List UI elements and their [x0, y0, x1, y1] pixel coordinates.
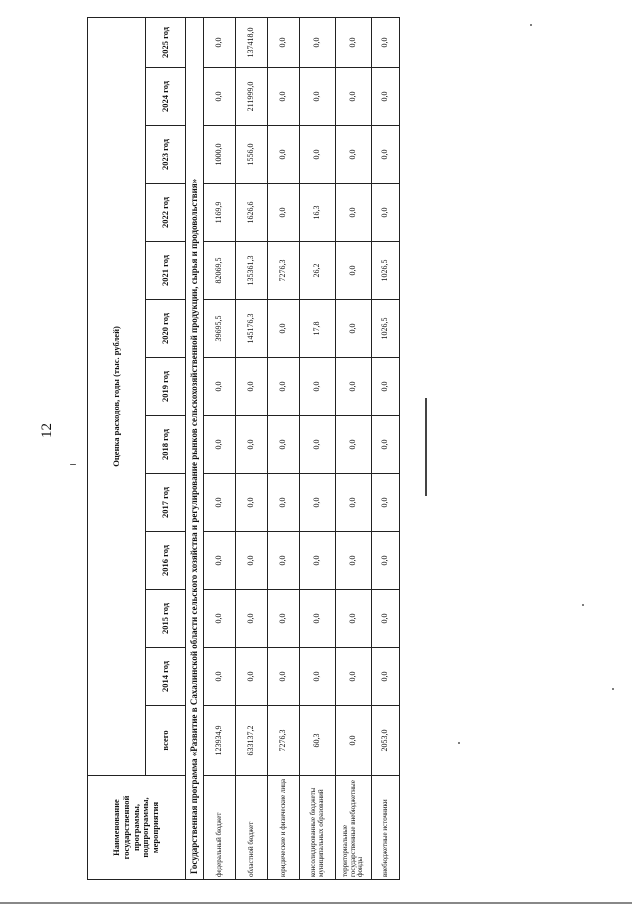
col-header-2015: 2015 год — [146, 590, 186, 648]
table-cell: 0,0 — [204, 590, 236, 648]
table-cell: 0,0 — [336, 126, 372, 184]
table-cell: 1169,9 — [204, 184, 236, 242]
col-header-2016: 2016 год — [146, 532, 186, 590]
table-cell: 17,8 — [300, 300, 336, 358]
table-cell: 0,0 — [300, 474, 336, 532]
table-row — [236, 17, 268, 879]
scan-speck — [530, 24, 532, 26]
col-header-2014: 2014 год — [146, 648, 186, 706]
table-cell: 82069,5 — [204, 242, 236, 300]
col-header-total: всего — [146, 706, 186, 776]
table-cell: 0,0 — [372, 648, 400, 706]
table-row — [372, 17, 400, 879]
table-cell: 0,0 — [268, 68, 300, 126]
table-cell: 145176,3 — [236, 300, 268, 358]
table-cell: 0,0 — [268, 300, 300, 358]
table-row — [300, 17, 336, 879]
table-cell: 211999,0 — [236, 68, 268, 126]
table-cell: 0,0 — [204, 68, 236, 126]
table-row — [336, 17, 372, 879]
table-cell: 0,0 — [336, 590, 372, 648]
col-header-2017: 2017 год — [146, 474, 186, 532]
table-cell: 0,0 — [204, 474, 236, 532]
budget-table — [87, 17, 400, 880]
table-cell: 0,0 — [336, 416, 372, 474]
table-cell: 1626,6 — [236, 184, 268, 242]
table-cell: 26,2 — [300, 242, 336, 300]
col-header-2022: 2022 год — [146, 184, 186, 242]
col-header-2020: 2020 год — [146, 300, 186, 358]
table-cell: 0,0 — [204, 17, 236, 67]
scan-speck — [612, 688, 614, 690]
estimate-header: Оценка расходов, годы (тыс. рублей) — [88, 17, 146, 775]
scan-edge-line — [0, 902, 632, 904]
table-cell: 0,0 — [300, 126, 336, 184]
table-cell: 0,0 — [236, 532, 268, 590]
scan-speck — [458, 742, 460, 744]
table-cell: 0,0 — [236, 590, 268, 648]
row-label: областной бюджет — [236, 776, 268, 880]
table-cell: 1000,0 — [204, 126, 236, 184]
table-cell: 0,0 — [336, 68, 372, 126]
table-row — [268, 17, 300, 879]
table-cell: 0,0 — [300, 416, 336, 474]
table-cell: 0,0 — [236, 648, 268, 706]
row-label: юридические и физические лица — [268, 776, 300, 880]
table-cell: 0,0 — [204, 532, 236, 590]
table-cell: 135361,3 — [236, 242, 268, 300]
table-cell: 0,0 — [268, 648, 300, 706]
col-header-2023: 2023 год — [146, 126, 186, 184]
table-cell: 0,0 — [268, 416, 300, 474]
table-cell: 0,0 — [372, 17, 400, 67]
table-cell: 0,0 — [372, 358, 400, 416]
table-cell: 0,0 — [268, 358, 300, 416]
table-cell: 0,0 — [268, 590, 300, 648]
table-cell: 0,0 — [336, 358, 372, 416]
table-cell: 0,0 — [300, 590, 336, 648]
table-cell: 0,0 — [372, 184, 400, 242]
col-header-2024: 2024 год — [146, 68, 186, 126]
table-cell: 0,0 — [204, 648, 236, 706]
scan-line-mark — [425, 398, 427, 496]
table-cell: 16,3 — [300, 184, 336, 242]
table-cell: 0,0 — [336, 474, 372, 532]
table-cell: 0,0 — [336, 184, 372, 242]
row-label: федеральный бюджет — [204, 776, 236, 880]
table-cell: 0,0 — [268, 474, 300, 532]
scan-speck — [582, 604, 584, 606]
table-cell: 633137,2 — [236, 706, 268, 776]
table-cell: 0,0 — [336, 706, 372, 776]
table-cell: 0,0 — [300, 17, 336, 67]
table-cell: 39695,5 — [204, 300, 236, 358]
table-cell: 1556,0 — [236, 126, 268, 184]
table-cell: 7276,3 — [268, 706, 300, 776]
table-cell: 0,0 — [300, 532, 336, 590]
row-label: консолидированные бюджеты муниципальных образований — [300, 776, 336, 880]
table-cell: 0,0 — [268, 532, 300, 590]
row-label: территориальные государственные внебюджетные фонды — [336, 776, 372, 880]
table-cell: 0,0 — [268, 126, 300, 184]
table-cell: 0,0 — [300, 358, 336, 416]
col-header-2021: 2021 год — [146, 242, 186, 300]
table-cell: 1026,5 — [372, 300, 400, 358]
table-cell: 0,0 — [336, 300, 372, 358]
table-cell: 60,3 — [300, 706, 336, 776]
table-cell: 0,0 — [372, 126, 400, 184]
table-cell: 0,0 — [372, 474, 400, 532]
table-cell: 0,0 — [300, 648, 336, 706]
table-cell: 0,0 — [336, 532, 372, 590]
table-cell: 0,0 — [372, 590, 400, 648]
table-cell: 0,0 — [336, 648, 372, 706]
col-header-2025: 2025 год — [146, 17, 186, 67]
col-header-2018: 2018 год — [146, 416, 186, 474]
rotated-budget-table-wrapper — [87, 18, 390, 880]
name-column-header: Наименование государственной программы, подпрограммы, мероприятия — [88, 776, 186, 880]
table-cell: 1026,5 — [372, 242, 400, 300]
table-row — [204, 17, 236, 879]
table-cell: 0,0 — [268, 184, 300, 242]
table-cell: 7276,3 — [268, 242, 300, 300]
page-number: 12 — [39, 423, 55, 438]
table-cell: 0,0 — [300, 68, 336, 126]
row-label: внебюджетные источники — [372, 776, 400, 880]
table-cell: 0,0 — [336, 17, 372, 67]
table-cell: 123934,9 — [204, 706, 236, 776]
table-cell: 0,0 — [204, 416, 236, 474]
scan-speck — [70, 464, 76, 465]
table-cell: 0,0 — [372, 68, 400, 126]
program-title: Государственная программа «Развитие в Сахалинской области сельского хозяйства и регулирование рынков сельскохозяйственной продукции, сырья и продовольствия» — [186, 17, 204, 879]
table-cell: 0,0 — [204, 358, 236, 416]
table-cell: 2053,0 — [372, 706, 400, 776]
table-cell: 0,0 — [236, 358, 268, 416]
col-header-2019: 2019 год — [146, 358, 186, 416]
table-cell: 0,0 — [372, 416, 400, 474]
table-cell: 0,0 — [372, 532, 400, 590]
table-cell: 0,0 — [336, 242, 372, 300]
table-cell: 137418,0 — [236, 17, 268, 67]
table-cell: 0,0 — [236, 474, 268, 532]
table-cell: 0,0 — [236, 416, 268, 474]
table-cell: 0,0 — [268, 17, 300, 67]
